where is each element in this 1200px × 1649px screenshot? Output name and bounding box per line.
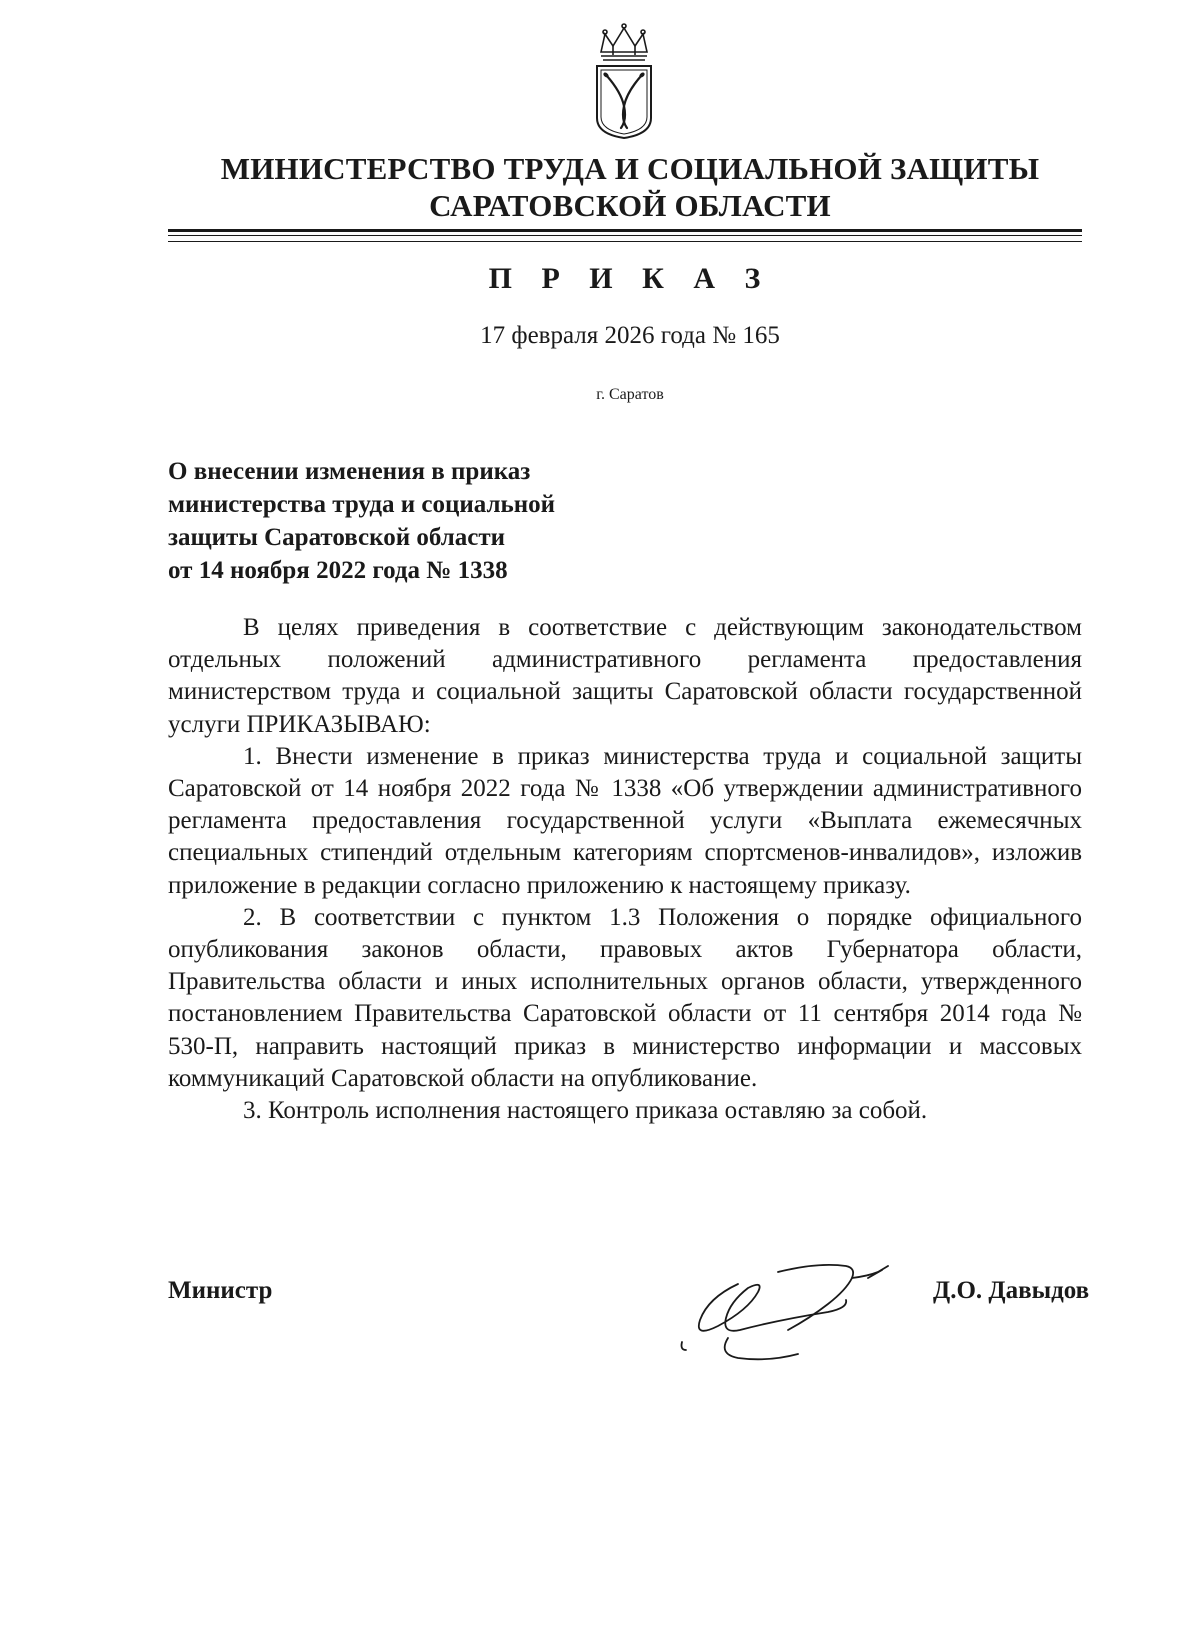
ministry-name-line2: САРАТОВСКОЙ ОБЛАСТИ: [429, 188, 831, 223]
body-paragraph-preamble: В целях приведения в соответствие с действующим законодательством отдельных положений административного регламента предоставления министерством труда и социальной защиты Саратовской области государственной услуги ПРИКАЗЫВАЮ:: [168, 614, 1082, 738]
header-divider-thin: [168, 235, 1082, 236]
body-paragraph-item-3: 3. Контроль исполнения настоящего приказа оставляю за собой.: [243, 1097, 928, 1125]
document-city: г. Саратов: [596, 386, 664, 403]
header-divider-thick: [168, 229, 1082, 232]
header-divider-thin: [168, 241, 1082, 242]
body-paragraph-item-2: 2. В соответствии с пунктом 1.3 Положения о порядке официального опубликования законов области, правовых актов Губернатора области, Правительства области и иных исполнительных органов области, утвержденного постановлением Правительства Саратовской области от 11 сентября 2014 года № 530-П, направить настоящий приказ в министерство информации и массовых коммуникаций Саратовской области на опубликование.: [168, 903, 1082, 1092]
subject-line: министерства труда и социальной: [168, 491, 556, 518]
saratov-coat-of-arms-icon: [591, 22, 657, 140]
document-subject: [168, 455, 555, 587]
body-paragraph-item-1: 1. Внести изменение в приказ министерства труда и социальной защиты Саратовской от 14 ноября 2022 года № 1338 «Об утверждении административного регламента предоставления государственной услуги «Выплата ежемесячных специальных стипендий отдельным категориям спортсменов-инвалидов», изложив приложение в редакции согласно приложению к настоящему приказу.: [168, 742, 1082, 899]
ministry-name-line1: МИНИСТЕРСТВО ТРУДА И СОЦИАЛЬНОЙ ЗАЩИТЫ: [220, 151, 1040, 186]
subject-line: О внесении изменения в приказ: [168, 458, 531, 485]
subject-line: от 14 ноября 2022 года № 1338: [168, 557, 508, 584]
document-date-number: 17 февраля 2026 года № 165: [480, 322, 780, 349]
document-body: [168, 612, 1082, 1127]
document-type-heading: П Р И К А З: [488, 262, 772, 295]
subject-line: защиты Саратовской области: [168, 524, 506, 551]
handwritten-signature: [678, 1258, 908, 1368]
signatory-role: Министр: [168, 1277, 273, 1304]
signatory-name: Д.О. Давыдов: [933, 1277, 1090, 1304]
